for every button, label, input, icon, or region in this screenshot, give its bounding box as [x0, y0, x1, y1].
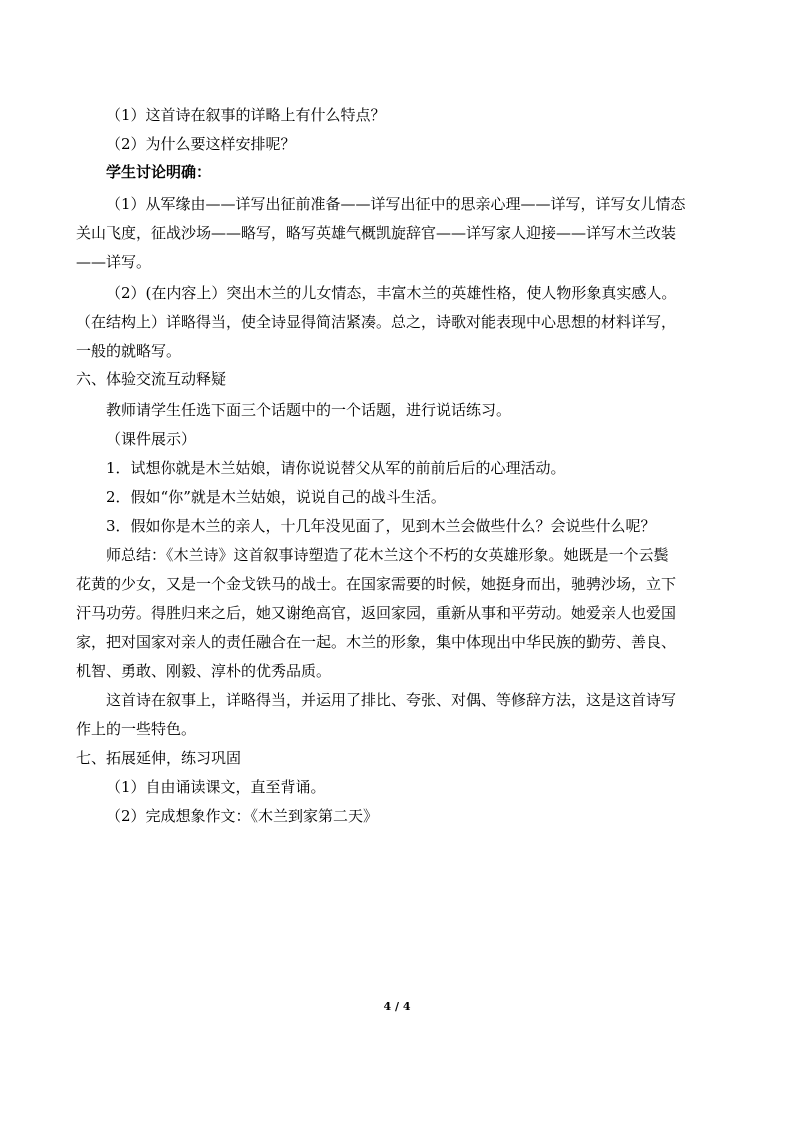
- question-1-line: （1）这首诗在叙事的详略上有什么特点？: [106, 106, 386, 124]
- feature-line-2: 作上的一些特色。: [76, 720, 197, 738]
- feature-line-1: 这首诗在叙事上，详略得当，并运用了排比、夸张、对偶、等修辞方法，这是这首诗写: [106, 691, 677, 709]
- answer-1-line-3: ——详写。: [76, 253, 152, 271]
- section-7-heading: 七、拓展延伸，练习巩固: [76, 749, 242, 767]
- page-number: 4 / 4: [383, 1000, 411, 1013]
- answer-2-line-1: （2）(在内容上）突出木兰的儿女情态，丰富木兰的英雄性格，使人物形象真实感人。: [106, 284, 677, 302]
- exercise-1: （1）自由诵读课文，直至背诵。: [106, 778, 326, 796]
- summary-line-5: 机智、勇敢、刚毅、淳朴的优秀品质。: [76, 662, 332, 680]
- courseware-note: （课件展示）: [106, 430, 197, 448]
- answer-2-line-3: 一般的就略写。: [76, 342, 182, 360]
- topic-2: 2．假如“你”就是木兰姑娘，说说自己的战斗生活。: [106, 488, 446, 506]
- answer-1-line-2: 关山飞度，征战沙场——略写，略写英雄气概凯旋辞官——详写家人迎接——详写木兰改装: [76, 224, 677, 242]
- discussion-heading: 学生讨论明确：: [106, 163, 212, 181]
- summary-line-3: 汗马功劳。得胜归来之后，她又谢绝高官，返回家园，重新从事和平劳动。她爱亲人也爱国: [76, 604, 677, 622]
- topic-1: 1．试想你就是木兰姑娘，请你说说替父从军的前前后后的心理活动。: [106, 459, 566, 477]
- summary-line-2: 花黄的少女，又是一个金戈铁马的战士。在国家需要的时候，她挺身而出，驰骋沙场，立下: [76, 575, 677, 593]
- topic-3: 3．假如你是木兰的亲人，十几年没见面了，见到木兰会做些什么？会说些什么呢？: [106, 517, 656, 535]
- question-2-line: （2）为什么要这样安排呢？: [106, 135, 296, 153]
- answer-1-line-1: （1）从军缘由——详写出征前准备——详写出征中的思亲心理——详写，详写女儿情态: [106, 195, 686, 213]
- exercise-2: （2）完成想象作文：《木兰到家第二天》: [106, 807, 379, 825]
- summary-line-4: 家，把对国家对亲人的责任融合在一起。木兰的形象，集中体现出中华民族的勤劳、善良、: [76, 633, 677, 651]
- summary-line-1: 师总结：《木兰诗》这首叙事诗塑造了花木兰这个不朽的女英雄形象。她既是一个云鬓: [106, 546, 669, 564]
- teacher-instruction: 教师请学生任选下面三个话题中的一个话题，进行说话练习。: [106, 401, 512, 419]
- answer-2-line-2: （在结构上）详略得当，使全诗显得简洁紧凑。总之，诗歌对能表现中心思想的材料详写，: [76, 313, 677, 331]
- section-6-heading: 六、体验交流互动释疑: [76, 370, 227, 388]
